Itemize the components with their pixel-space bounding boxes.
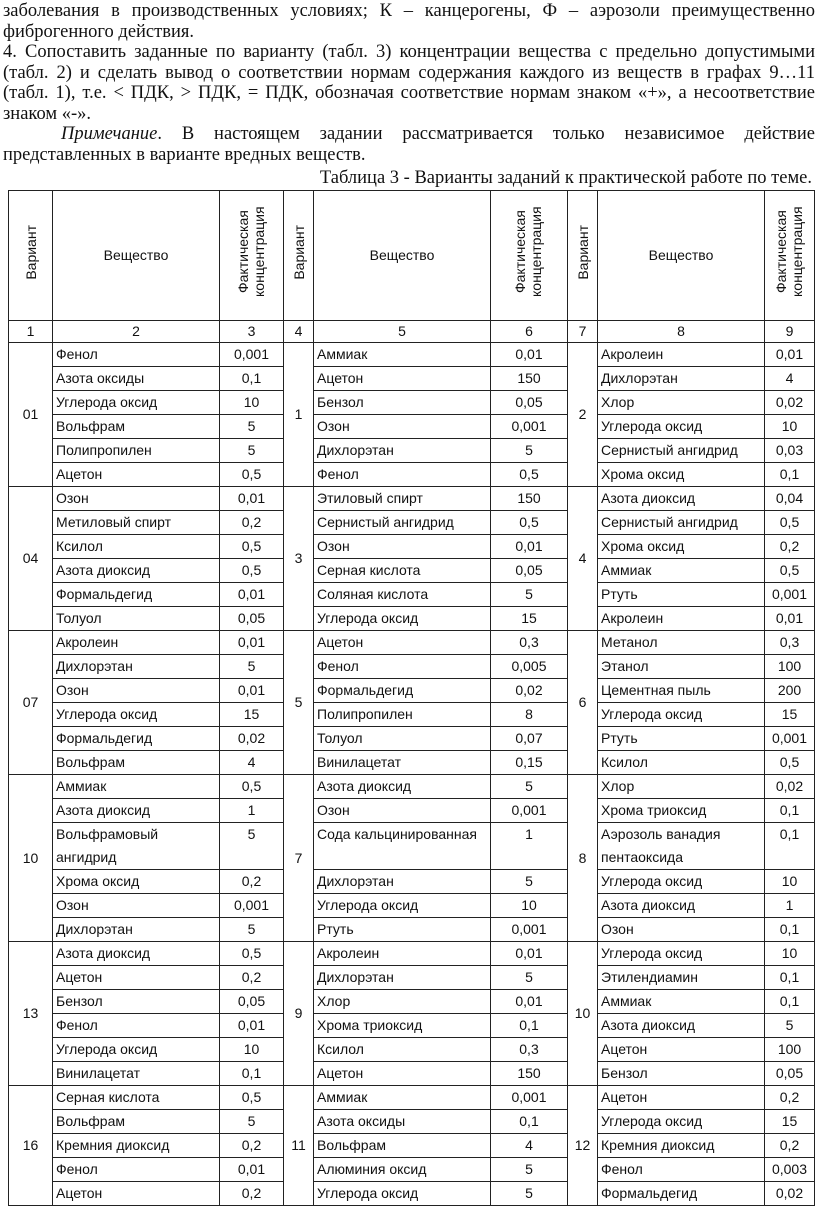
substance-cell: Фенол xyxy=(53,1014,220,1038)
concentration-cell: 0,03 xyxy=(765,439,815,463)
substance-cell: Сода кальцинированная xyxy=(314,823,491,870)
table-row xyxy=(9,1062,815,1086)
concentration-cell: 0,2 xyxy=(220,511,284,535)
variant-number: 9 xyxy=(284,942,314,1086)
concentration-cell: 5 xyxy=(220,823,284,870)
concentration-cell: 0,5 xyxy=(765,559,815,583)
concentration-cell: 10 xyxy=(765,942,815,966)
substance-cell: Вольфрам xyxy=(53,751,220,775)
header-variant-1: Вариант xyxy=(9,191,53,321)
substance-cell: Цементная пыль xyxy=(598,679,765,703)
concentration-cell: 0,5 xyxy=(220,559,284,583)
concentration-cell: 0,01 xyxy=(220,487,284,511)
table-row xyxy=(9,607,815,631)
concentration-cell: 4 xyxy=(765,367,815,391)
table-row xyxy=(9,1110,815,1134)
concentration-cell: 5 xyxy=(491,1182,568,1206)
substance-cell: Акролеин xyxy=(53,631,220,655)
substance-cell: Ртуть xyxy=(598,727,765,751)
concentration-cell: 0,01 xyxy=(491,942,568,966)
substance-cell: Азота диоксид xyxy=(53,799,220,823)
substance-cell: Серная кислота xyxy=(314,559,491,583)
concentration-cell: 1 xyxy=(765,894,815,918)
concentration-cell: 15 xyxy=(765,703,815,727)
header-substance-3: Вещество xyxy=(598,191,765,321)
substance-cell: Углерода оксид xyxy=(53,391,220,415)
substance-cell: Вольфрамовый ангидрид xyxy=(53,823,220,870)
concentration-cell: 0,2 xyxy=(765,535,815,559)
concentration-cell: 5 xyxy=(220,918,284,942)
table-row xyxy=(9,367,815,391)
concentration-cell: 0,05 xyxy=(491,559,568,583)
substance-cell: Сернистый ангидрид xyxy=(598,511,765,535)
substance-cell: Толуол xyxy=(53,607,220,631)
concentration-cell: 0,01 xyxy=(765,607,815,631)
concentration-cell: 0,1 xyxy=(220,1062,284,1086)
substance-cell: Дихлорэтан xyxy=(53,655,220,679)
header-substance-2: Вещество xyxy=(314,191,491,321)
table-row xyxy=(9,823,815,870)
substance-cell: Дихлорэтан xyxy=(314,439,491,463)
substance-cell: Бензол xyxy=(53,990,220,1014)
table-row xyxy=(9,559,815,583)
concentration-cell: 0,01 xyxy=(220,583,284,607)
substance-cell: Акролеин xyxy=(598,343,765,367)
concentration-cell: 0,02 xyxy=(765,775,815,799)
concentration-cell: 0,02 xyxy=(765,391,815,415)
substance-cell: Дихлорэтан xyxy=(53,918,220,942)
substance-cell: Формальдегид xyxy=(53,727,220,751)
substance-cell: Ртуть xyxy=(314,918,491,942)
table-row xyxy=(9,679,815,703)
table-row xyxy=(9,775,815,799)
substance-cell: Азота диоксид xyxy=(598,487,765,511)
concentration-cell: 0,1 xyxy=(491,1110,568,1134)
substance-cell: Углерода оксид xyxy=(53,1038,220,1062)
table-row xyxy=(9,1182,815,1206)
substance-cell: Углерода оксид xyxy=(598,703,765,727)
substance-cell: Углерода оксид xyxy=(314,607,491,631)
table-row xyxy=(9,727,815,751)
substance-cell: Углерода оксид xyxy=(314,894,491,918)
concentration-cell: 150 xyxy=(491,1062,568,1086)
table-body xyxy=(9,343,815,1206)
concentration-cell: 200 xyxy=(765,679,815,703)
substance-cell: Формальдегид xyxy=(314,679,491,703)
substance-cell: Формальдегид xyxy=(598,1182,765,1206)
substance-cell: Метиловый спирт xyxy=(53,511,220,535)
substance-cell: Углерода оксид xyxy=(598,415,765,439)
substance-cell: Углерода оксид xyxy=(598,942,765,966)
substance-cell: Озон xyxy=(314,799,491,823)
concentration-cell: 0,04 xyxy=(765,487,815,511)
concentration-cell: 0,5 xyxy=(220,463,284,487)
substance-cell: Фенол xyxy=(314,463,491,487)
substance-cell: Ацетон xyxy=(598,1086,765,1110)
variant-number: 1 xyxy=(284,343,314,487)
column-number: 5 xyxy=(314,321,491,343)
substance-cell: Дихлорэтан xyxy=(314,870,491,894)
note-label: Примечание xyxy=(61,124,158,144)
column-number: 9 xyxy=(765,321,815,343)
substance-cell: Вольфрам xyxy=(53,415,220,439)
concentration-cell: 0,3 xyxy=(491,631,568,655)
table-row xyxy=(9,1038,815,1062)
header-variant-3: Вариант xyxy=(568,191,598,321)
substance-cell: Азота диоксид xyxy=(598,894,765,918)
column-number: 4 xyxy=(284,321,314,343)
substance-cell: Хлор xyxy=(598,391,765,415)
concentration-cell: 0,2 xyxy=(220,1134,284,1158)
concentration-cell: 8 xyxy=(491,703,568,727)
concentration-cell: 10 xyxy=(765,870,815,894)
concentration-cell: 15 xyxy=(220,703,284,727)
variant-number: 07 xyxy=(9,631,53,775)
substance-cell: Аммиак xyxy=(598,559,765,583)
header-row xyxy=(9,191,815,321)
header-concentration-1: Фактическая концентрация xyxy=(220,191,284,321)
substance-cell: Ацетон xyxy=(314,631,491,655)
substance-cell: Хлор xyxy=(314,990,491,1014)
variant-number: 10 xyxy=(9,775,53,942)
header-substance-1: Вещество xyxy=(53,191,220,321)
substance-cell: Толуол xyxy=(314,727,491,751)
concentration-cell: 0,1 xyxy=(765,966,815,990)
substance-cell: Кремния диоксид xyxy=(598,1134,765,1158)
concentration-cell: 5 xyxy=(220,415,284,439)
substance-cell: Полипропилен xyxy=(53,439,220,463)
table-row xyxy=(9,1086,815,1110)
substance-cell: Серная кислота xyxy=(53,1086,220,1110)
table-row xyxy=(9,631,815,655)
concentration-cell: 5 xyxy=(491,1158,568,1182)
substance-cell: Аммиак xyxy=(314,343,491,367)
concentration-cell: 0,5 xyxy=(220,775,284,799)
concentration-cell: 0,05 xyxy=(491,391,568,415)
substance-cell: Хрома триоксид xyxy=(598,799,765,823)
concentration-cell: 0,001 xyxy=(765,727,815,751)
table-row xyxy=(9,583,815,607)
substance-cell: Кремния диоксид xyxy=(53,1134,220,1158)
variant-number: 16 xyxy=(9,1086,53,1206)
substance-cell: Соляная кислота xyxy=(314,583,491,607)
variant-number: 5 xyxy=(284,631,314,775)
substance-cell: Азота диоксид xyxy=(53,942,220,966)
substance-cell: Азота оксиды xyxy=(314,1110,491,1134)
concentration-cell: 0,05 xyxy=(220,607,284,631)
variant-number: 04 xyxy=(9,487,53,631)
concentration-cell: 0,001 xyxy=(765,583,815,607)
substance-cell: Фенол xyxy=(53,343,220,367)
concentration-cell: 0,003 xyxy=(765,1158,815,1182)
paragraph-note xyxy=(3,124,815,165)
concentration-cell: 0,001 xyxy=(491,415,568,439)
concentration-cell: 100 xyxy=(765,655,815,679)
concentration-cell: 10 xyxy=(220,1038,284,1062)
substance-cell: Бензол xyxy=(598,1062,765,1086)
note-text: . В настоящем задании рассматривается только независимое действие представленных в варианте вредных веществ. xyxy=(3,124,815,165)
concentration-cell: 0,001 xyxy=(491,799,568,823)
column-numbers-row xyxy=(9,321,815,343)
column-number: 8 xyxy=(598,321,765,343)
substance-cell: Алюминия оксид xyxy=(314,1158,491,1182)
concentration-cell: 4 xyxy=(220,751,284,775)
paragraph-task-4: 4. Сопоставить заданные по варианту (табл. 3) концентрации вещества с предельно допустимыми (табл. 2) и сделать вывод о соответствии нормам содержания каждого из веществ в графах 9…11 (табл. 1), т.е. < ПДК, > ПДК, = ПДК, обозначая соответствие нормам знаком «+», а несоответствие знаком «-». xyxy=(3,42,815,124)
concentration-cell: 0,01 xyxy=(491,343,568,367)
variant-number: 11 xyxy=(284,1086,314,1206)
column-number: 2 xyxy=(53,321,220,343)
table-row xyxy=(9,463,815,487)
concentration-cell: 0,02 xyxy=(491,679,568,703)
substance-cell: Углерода оксид xyxy=(598,870,765,894)
concentration-cell: 0,1 xyxy=(765,918,815,942)
column-number: 7 xyxy=(568,321,598,343)
substance-cell: Ацетон xyxy=(314,1062,491,1086)
table-row xyxy=(9,942,815,966)
variant-number: 12 xyxy=(568,1086,598,1206)
concentration-cell: 0,2 xyxy=(765,1134,815,1158)
variant-number: 6 xyxy=(568,631,598,775)
concentration-cell: 1 xyxy=(220,799,284,823)
concentration-cell: 0,2 xyxy=(220,1182,284,1206)
substance-cell: Полипропилен xyxy=(314,703,491,727)
substance-cell: Аммиак xyxy=(314,1086,491,1110)
substance-cell: Озон xyxy=(314,535,491,559)
concentration-cell: 5 xyxy=(491,439,568,463)
substance-cell: Хрома оксид xyxy=(53,870,220,894)
variant-number: 7 xyxy=(284,775,314,942)
substance-cell: Этанол xyxy=(598,655,765,679)
substance-cell: Винилацетат xyxy=(53,1062,220,1086)
concentration-cell: 0,01 xyxy=(220,679,284,703)
concentration-cell: 0,1 xyxy=(765,990,815,1014)
substance-cell: Дихлорэтан xyxy=(314,966,491,990)
concentration-cell: 0,1 xyxy=(765,799,815,823)
substance-cell: Ацетон xyxy=(314,367,491,391)
substance-cell: Азота диоксид xyxy=(598,1014,765,1038)
concentration-cell: 0,2 xyxy=(220,870,284,894)
concentration-cell: 150 xyxy=(491,367,568,391)
concentration-cell: 4 xyxy=(491,1134,568,1158)
substance-cell: Аэрозоль ванадия пентаоксида xyxy=(598,823,765,870)
concentration-cell: 0,05 xyxy=(220,990,284,1014)
substance-cell: Азота диоксид xyxy=(53,559,220,583)
concentration-cell: 0,01 xyxy=(220,1014,284,1038)
concentration-cell: 0,15 xyxy=(491,751,568,775)
substance-cell: Ацетон xyxy=(53,463,220,487)
concentration-cell: 0,1 xyxy=(765,463,815,487)
variant-number: 10 xyxy=(568,942,598,1086)
table-row xyxy=(9,535,815,559)
table-row xyxy=(9,1014,815,1038)
table-row xyxy=(9,511,815,535)
substance-cell: Ацетон xyxy=(53,966,220,990)
table-row xyxy=(9,415,815,439)
substance-cell: Вольфрам xyxy=(314,1134,491,1158)
concentration-cell: 0,5 xyxy=(220,1086,284,1110)
substance-cell: Этиловый спирт xyxy=(314,487,491,511)
variants-table xyxy=(8,190,815,1206)
substance-cell: Ртуть xyxy=(598,583,765,607)
substance-cell: Хрома триоксид xyxy=(314,1014,491,1038)
concentration-cell: 0,01 xyxy=(491,990,568,1014)
concentration-cell: 10 xyxy=(765,415,815,439)
concentration-cell: 5 xyxy=(491,583,568,607)
concentration-cell: 0,1 xyxy=(491,1014,568,1038)
substance-cell: Ксилол xyxy=(598,751,765,775)
concentration-cell: 5 xyxy=(491,775,568,799)
table-row xyxy=(9,439,815,463)
substance-cell: Озон xyxy=(53,894,220,918)
substance-cell: Хлор xyxy=(598,775,765,799)
concentration-cell: 10 xyxy=(491,894,568,918)
header-variant-2: Вариант xyxy=(284,191,314,321)
concentration-cell: 0,1 xyxy=(765,823,815,870)
concentration-cell: 0,01 xyxy=(220,631,284,655)
concentration-cell: 150 xyxy=(491,487,568,511)
concentration-cell: 0,005 xyxy=(491,655,568,679)
substance-cell: Бензол xyxy=(314,391,491,415)
concentration-cell: 0,01 xyxy=(220,1158,284,1182)
concentration-cell: 0,5 xyxy=(220,535,284,559)
table-row xyxy=(9,990,815,1014)
substance-cell: Формальдегид xyxy=(53,583,220,607)
variant-number: 2 xyxy=(568,343,598,487)
header-concentration-3: Фактическая концентрация xyxy=(765,191,815,321)
table-row xyxy=(9,1158,815,1182)
concentration-cell: 0,02 xyxy=(220,727,284,751)
substance-cell: Ацетон xyxy=(53,1182,220,1206)
table-row xyxy=(9,1134,815,1158)
concentration-cell: 5 xyxy=(220,655,284,679)
concentration-cell: 5 xyxy=(491,870,568,894)
header-concentration-2: Фактическая концентрация xyxy=(491,191,568,321)
concentration-cell: 0,001 xyxy=(220,894,284,918)
substance-cell: Фенол xyxy=(598,1158,765,1182)
concentration-cell: 0,5 xyxy=(765,511,815,535)
concentration-cell: 0,001 xyxy=(491,918,568,942)
substance-cell: Сернистый ангидрид xyxy=(314,511,491,535)
concentration-cell: 0,5 xyxy=(491,511,568,535)
concentration-cell: 1 xyxy=(491,823,568,870)
substance-cell: Метанол xyxy=(598,631,765,655)
concentration-cell: 0,001 xyxy=(220,343,284,367)
concentration-cell: 0,01 xyxy=(491,535,568,559)
table-row xyxy=(9,918,815,942)
concentration-cell: 0,02 xyxy=(765,1182,815,1206)
variant-number: 8 xyxy=(568,775,598,942)
concentration-cell: 0,5 xyxy=(765,751,815,775)
concentration-cell: 5 xyxy=(220,1110,284,1134)
substance-cell: Винилацетат xyxy=(314,751,491,775)
substance-cell: Ксилол xyxy=(53,535,220,559)
substance-cell: Хрома оксид xyxy=(598,535,765,559)
substance-cell: Аммиак xyxy=(53,775,220,799)
table-row xyxy=(9,870,815,894)
concentration-cell: 5 xyxy=(220,439,284,463)
substance-cell: Углерода оксид xyxy=(314,1182,491,1206)
substance-cell: Азота оксиды xyxy=(53,367,220,391)
concentration-cell: 0,5 xyxy=(491,463,568,487)
column-number: 1 xyxy=(9,321,53,343)
concentration-cell: 0,5 xyxy=(220,942,284,966)
substance-cell: Вольфрам xyxy=(53,1110,220,1134)
table-row xyxy=(9,894,815,918)
concentration-cell: 0,1 xyxy=(220,367,284,391)
concentration-cell: 0,07 xyxy=(491,727,568,751)
concentration-cell: 15 xyxy=(491,607,568,631)
variant-number: 01 xyxy=(9,343,53,487)
concentration-cell: 0,3 xyxy=(765,631,815,655)
table-row xyxy=(9,343,815,367)
body-text xyxy=(3,1,815,165)
substance-cell: Акролеин xyxy=(314,942,491,966)
substance-cell: Акролеин xyxy=(598,607,765,631)
concentration-cell: 0,05 xyxy=(765,1062,815,1086)
table-row xyxy=(9,391,815,415)
substance-cell: Озон xyxy=(53,679,220,703)
concentration-cell: 15 xyxy=(765,1110,815,1134)
substance-cell: Фенол xyxy=(53,1158,220,1182)
table-row xyxy=(9,487,815,511)
concentration-cell: 0,3 xyxy=(491,1038,568,1062)
table-caption: Таблица 3 - Варианты заданий к практической работе по теме. xyxy=(319,168,812,188)
table-row xyxy=(9,751,815,775)
concentration-cell: 0,2 xyxy=(220,966,284,990)
substance-cell: Углерода оксид xyxy=(53,703,220,727)
table-row xyxy=(9,655,815,679)
substance-cell: Ацетон xyxy=(598,1038,765,1062)
substance-cell: Фенол xyxy=(314,655,491,679)
column-number: 3 xyxy=(220,321,284,343)
concentration-cell: 10 xyxy=(220,391,284,415)
substance-cell: Озон xyxy=(598,918,765,942)
concentration-cell: 100 xyxy=(765,1038,815,1062)
concentration-cell: 5 xyxy=(765,1014,815,1038)
table-row xyxy=(9,799,815,823)
substance-cell: Озон xyxy=(314,415,491,439)
concentration-cell: 5 xyxy=(491,966,568,990)
substance-cell: Углерода оксид xyxy=(598,1110,765,1134)
variant-number: 4 xyxy=(568,487,598,631)
concentration-cell: 0,01 xyxy=(765,343,815,367)
substance-cell: Этилендиамин xyxy=(598,966,765,990)
substance-cell: Ксилол xyxy=(314,1038,491,1062)
concentration-cell: 0,2 xyxy=(765,1086,815,1110)
substance-cell: Азота диоксид xyxy=(314,775,491,799)
substance-cell: Озон xyxy=(53,487,220,511)
column-number: 6 xyxy=(491,321,568,343)
concentration-cell: 0,001 xyxy=(491,1086,568,1110)
substance-cell: Хрома оксид xyxy=(598,463,765,487)
table-row xyxy=(9,966,815,990)
substance-cell: Сернистый ангидрид xyxy=(598,439,765,463)
table-row xyxy=(9,703,815,727)
paragraph-continuation: заболевания в производственных условиях; К – канцерогены, Ф – аэрозоли преимущественно фиброгенного действия. xyxy=(3,1,815,42)
variant-number: 3 xyxy=(284,487,314,631)
variant-number: 13 xyxy=(9,942,53,1086)
substance-cell: Аммиак xyxy=(598,990,765,1014)
substance-cell: Дихлорэтан xyxy=(598,367,765,391)
